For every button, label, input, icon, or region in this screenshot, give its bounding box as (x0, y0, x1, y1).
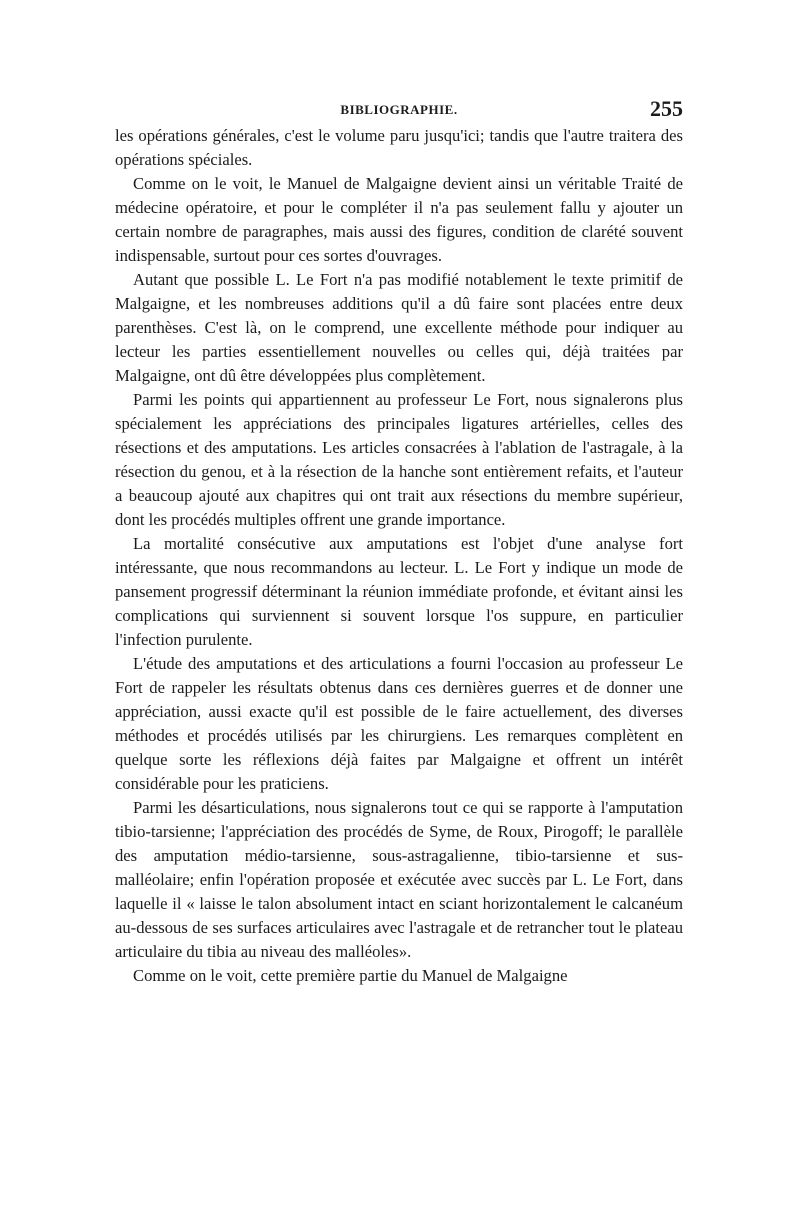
paragraph: Autant que possible L. Le Fort n'a pas modifié notablement le texte primitif de Malgaigne, et les nombreuses additions qu'il a dû faire sont placées entre deux parenthèses. C'est là, on le comprend, une excellente méthode pour indiquer au lecteur les parties essentiellement nouvelles ou celles qui, déjà traitées par Malgaigne, ont dû être développées plus complètement. (115, 270, 683, 385)
paragraph: Comme on le voit, le Manuel de Malgaigne devient ainsi un véritable Traité de médecine opératoire, et pour le compléter il n'a pas seulement fallu y ajouter un certain nombre de paragraphes, mais aussi des figures, condition de clarété souvent indispensable, surtout pour ces sortes d'ouvrages. (115, 174, 683, 265)
page-number: 255 (650, 96, 683, 121)
paragraph: La mortalité consécutive aux amputations est l'objet d'une analyse fort intéressante, que nous recommandons au lecteur. L. Le Fort y indique un mode de pansement progressif déterminant la réunion immédiate profonde, et évitant ainsi les complications qui surviennent si souvent lorsque l'os suppure, en particulier l'infection purulente. (115, 534, 683, 649)
document-page (115, 96, 683, 988)
paragraph: les opérations générales, c'est le volume paru jusqu'ici; tandis que l'autre traitera des opérations spéciales. (115, 126, 683, 169)
paragraph: Comme on le voit, cette première partie du Manuel de Malgaigne (133, 966, 568, 985)
paragraph: Parmi les désarticulations, nous signalerons tout ce qui se rapporte à l'amputation tibio-tarsienne; l'appréciation des procédés de Syme, de Roux, Pirogoff; le parallèle des amputation médio-tarsienne, sous-astragalienne, tibio-tarsienne et sus-malléolaire; enfin l'opération proposée et exécutée avec succès par L. Le Fort, dans laquelle il « laisse le talon absolument intact en sciant horizontalement le calcanéum au-dessous de ses surfaces articulaires avec l'astragale et de retrancher tout le plateau articulaire du tibia au niveau des malléoles». (115, 798, 683, 961)
paragraph: Parmi les points qui appartiennent au professeur Le Fort, nous signalerons plus spécialement les appréciations des principales ligatures artérielles, celles des résections et des amputations. Les articles consacrées à l'ablation de l'astragale, à la résection du genou, et à la résection de la hanche sont entièrement refaits, et l'auteur a beaucoup ajouté aux chapitres qui ont trait aux résections du membre supérieur, dont les procédés multiples offrent une grande importance. (115, 390, 683, 529)
running-header (115, 96, 683, 120)
paragraph: L'étude des amputations et des articulations a fourni l'occasion au professeur Le Fort de rappeler les résultats obtenus dans ces dernières guerres et de donner une appréciation, aussi exacte qu'il est possible de le faire actuellement, des diverses méthodes et procédés utilisés par les chirurgiens. Les remarques complètent en quelque sorte les réflexions déjà faites par Malgaigne et offrent un intérêt considérable pour les praticiens. (115, 654, 683, 793)
running-title: BIBLIOGRAPHIE. (340, 102, 458, 117)
body-text (115, 124, 683, 988)
